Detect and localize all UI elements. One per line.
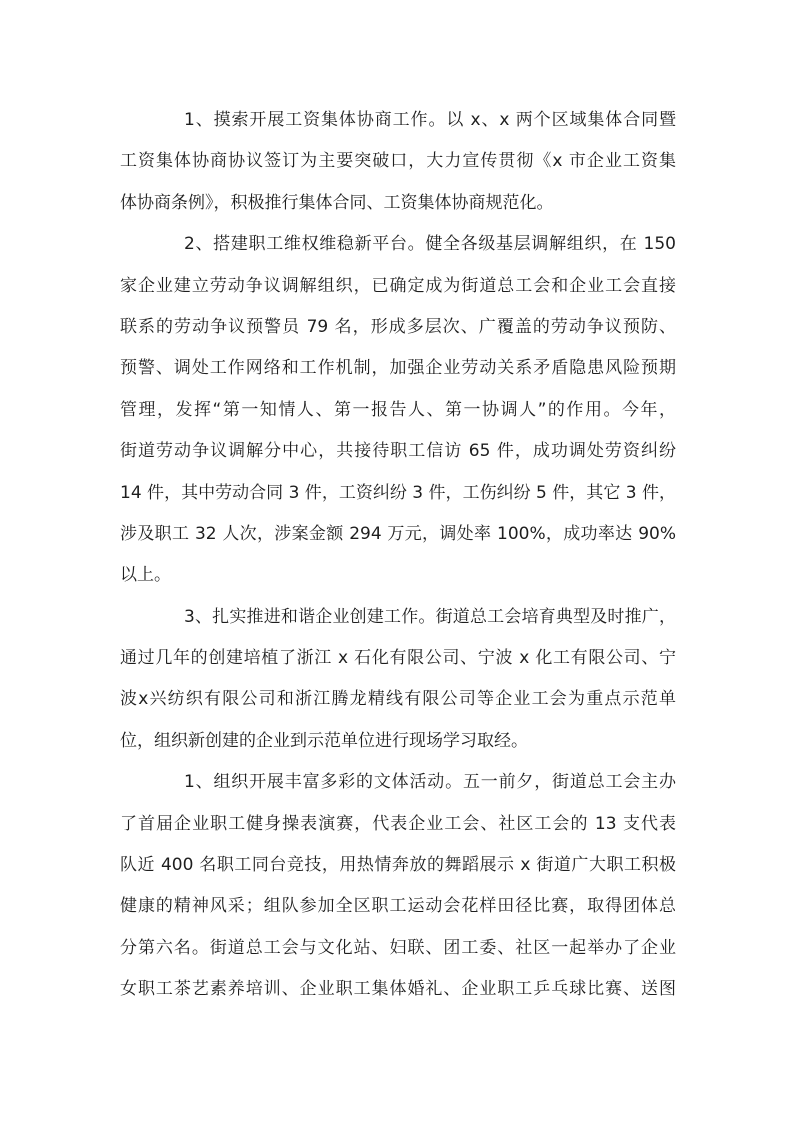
- text-line: 体协商条例》，积极推行集体合同、工资集体协商规范化。: [120, 192, 554, 213]
- text-line: 健康的精神风采；组队参加全区职工运动会花样田径比赛，取得团体总: [120, 896, 676, 917]
- text-line: 了首届企业职工健身操表演赛，代表企业工会、社区工会的 13 支代表: [120, 813, 676, 834]
- paragraph-4: [120, 762, 676, 1010]
- text-line: 2、搭建职工维权维稳新平台。健全各级基层调解组织，在 150: [184, 234, 676, 255]
- text-line: 街道劳动争议调解分中心，共接待职工信访 65 件，成功调处劳资纠纷: [120, 441, 676, 462]
- text-line: 预警、调处工作网络和工作机制，加强企业劳动关系矛盾隐患风险预期: [120, 358, 676, 379]
- text-line: 以上。: [120, 565, 171, 586]
- text-line: 1、摸索开展工资集体协商工作。以 x、x 两个区域集体合同暨: [184, 110, 676, 130]
- text-line: 女职工茶艺素养培训、企业职工集体婚礼、企业职工乒乓球比赛、送图: [120, 979, 676, 1000]
- paragraph-1: [120, 100, 676, 224]
- text-line: 通过几年的创建培植了浙江 x 石化有限公司、宁波 x 化工有限公司、宁: [120, 648, 676, 669]
- document-body: [120, 100, 676, 1011]
- text-line: 波x兴纺织有限公司和浙江腾龙精线有限公司等企业工会为重点示范单: [120, 689, 676, 710]
- text-line: 管理，发挥“第一知情人、第一报告人、第一协调人”的作用。今年，: [120, 399, 676, 420]
- text-line: 工资集体协商协议签订为主要突破口，大力宣传贯彻《x 市企业工资集: [120, 151, 676, 172]
- paragraph-2: [120, 224, 676, 597]
- text-line: 3、扎实推进和谐企业创建工作。街道总工会培育典型及时推广，: [184, 606, 676, 627]
- text-line: 联系的劳动争议预警员 79 名，形成多层次、广覆盖的劳动争议预防、: [120, 316, 676, 337]
- text-line: 14 件，其中劳动合同 3 件，工资纠纷 3 件，工伤纠纷 5 件，其它 3 件，: [120, 482, 676, 503]
- text-line: 1、组织开展丰富多彩的文体活动。五一前夕，街道总工会主办: [184, 772, 676, 793]
- text-line: 分第六名。街道总工会与文化站、妇联、团工委、社区一起举办了企业: [120, 937, 676, 958]
- text-line: 家企业建立劳动争议调解组织，已确定成为街道总工会和企业工会直接: [120, 275, 676, 296]
- text-line: 涉及职工 32 人次，涉案金额 294 万元，调处率 100%，成功率达 90%: [120, 523, 676, 544]
- text-line: 位，组织新创建的企业到示范单位进行现场学习取经。: [120, 730, 528, 751]
- text-line: 队近 400 名职工同台竞技，用热情奔放的舞蹈展示 x 街道广大职工积极: [120, 855, 676, 876]
- paragraph-3: [120, 597, 676, 763]
